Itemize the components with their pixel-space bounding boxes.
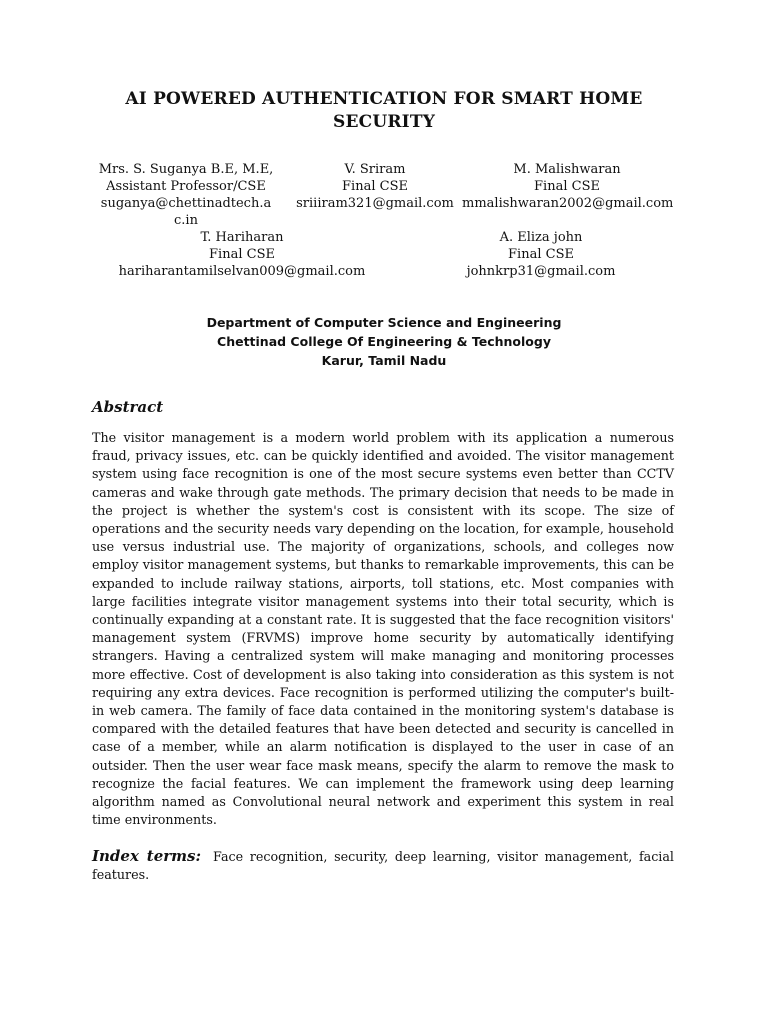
author-name: V. Sriram xyxy=(344,162,406,177)
abstract-heading: Abstract xyxy=(92,398,164,416)
author-name: M. Malishwaran xyxy=(513,162,621,177)
author-role: Final CSE xyxy=(342,179,408,194)
affiliation xyxy=(120,313,648,370)
author-email: suganya@chettinadtech.ac.in xyxy=(100,196,272,228)
author-name: T. Hariharan xyxy=(200,230,284,245)
index-terms-label: Index terms: xyxy=(92,847,201,865)
author-block xyxy=(110,229,374,280)
abstract-text: The visitor management is a modern world problem with its application a numerous fraud, privacy issues, etc. can be quickly identified and avoided. The visitor management system using face recognition is one of the most secure systems even better than CCTV cameras and wake through gate methods. The primary decision that needs to be made in the project is whether the system's cost is consistent with its scope. The size of operations and the security needs vary depending on the location, for example, household use versus industrial use. The majority of organizations, schools, and colleges now employ visitor management systems, but thanks to remarkable improvements, this can be expanded to include railway stations, airports, toll stations, etc. Most companies with large facilities integrate visitor management systems into their total security, which is continually expanding at a constant rate. It is suggested that the face recognition visitors' management system (FRVMS) improve home security by automatically identifying strangers. Having a centralized system will make managing and monitoring processes more effective. Cost of development is also taking into consideration as this system is not requiring any extra devices. Face recognition is performed utilizing the computer's built-in web camera. The family of face data contained in the monitoring system's database is compared with the detailed features that have been detected and security is cancelled in case of a member, while an alarm notification is displayed to the user in case of an outsider. Then the user wear face mask means, specify the alarm to remove the mask to recognize the facial features. We can implement the framework using deep learning algorithm named as Convolutional neural network and experiment this system in real time environments. xyxy=(92,430,674,828)
author-role: Final CSE xyxy=(209,247,275,262)
title-line-1: AI POWERED AUTHENTICATION FOR SMART HOME xyxy=(125,89,643,109)
location: Karur, Tamil Nadu xyxy=(321,353,447,368)
author-email: sriiiram321@gmail.com xyxy=(296,196,454,211)
author-role: Final CSE xyxy=(534,179,600,194)
author-role: Assistant Professor/CSE xyxy=(106,179,266,194)
author-email: mmalishwaran2002@gmail.com xyxy=(462,196,674,211)
author-block xyxy=(462,161,672,212)
author-block xyxy=(96,161,276,229)
index-terms-text: Face recognition, security, deep learning, visitor management, facial features. xyxy=(92,849,674,883)
author-block xyxy=(410,229,672,280)
department: Department of Computer Science and Engineering xyxy=(206,315,562,330)
paper-title xyxy=(60,88,708,134)
college: Chettinad College Of Engineering & Technology xyxy=(217,334,551,349)
title-line-2: SECURITY xyxy=(332,112,436,132)
author-role: Final CSE xyxy=(508,247,574,262)
author-block xyxy=(292,161,458,212)
author-name: Mrs. S. Suganya B.E, M.E, xyxy=(98,162,274,177)
author-email: johnkrp31@gmail.com xyxy=(466,264,616,279)
author-name: A. Eliza john xyxy=(499,230,583,245)
author-email: hariharantamilselvan009@gmail.com xyxy=(118,264,366,279)
index-terms xyxy=(92,847,674,884)
